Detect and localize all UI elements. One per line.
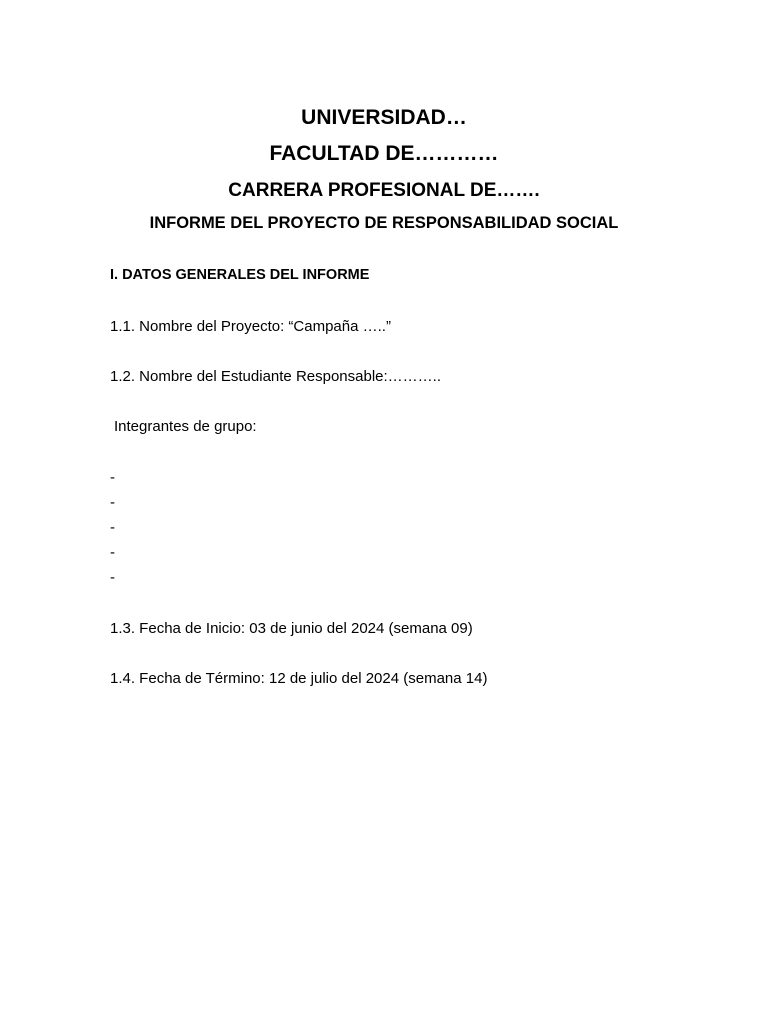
group-members-label: Integrantes de grupo: [114, 418, 257, 435]
university-title: UNIVERSIDAD… [301, 106, 467, 129]
group-member-item: - [110, 494, 115, 511]
report-title: INFORME DEL PROYECTO DE RESPONSABILIDAD SOCIAL [149, 214, 619, 232]
project-name-line: 1.1. Nombre del Proyecto: “Campaña …..” [110, 318, 391, 335]
student-name-line: 1.2. Nombre del Estudiante Responsable:……….. [110, 368, 442, 385]
end-date-line: 1.4. Fecha de Término: 12 de julio del 2024 (semana 14) [110, 670, 488, 687]
group-member-item: - [110, 544, 115, 561]
start-date-line: 1.3. Fecha de Inicio: 03 de junio del 2024 (semana 09) [110, 620, 473, 637]
group-member-item: - [110, 569, 115, 586]
group-member-item: - [110, 519, 115, 536]
section-heading: I. DATOS GENERALES DEL INFORME [110, 267, 370, 283]
faculty-title: FACULTAD DE………… [269, 142, 499, 165]
career-title: CARRERA PROFESIONAL DE……. [228, 180, 540, 201]
group-member-item: - [110, 469, 115, 486]
